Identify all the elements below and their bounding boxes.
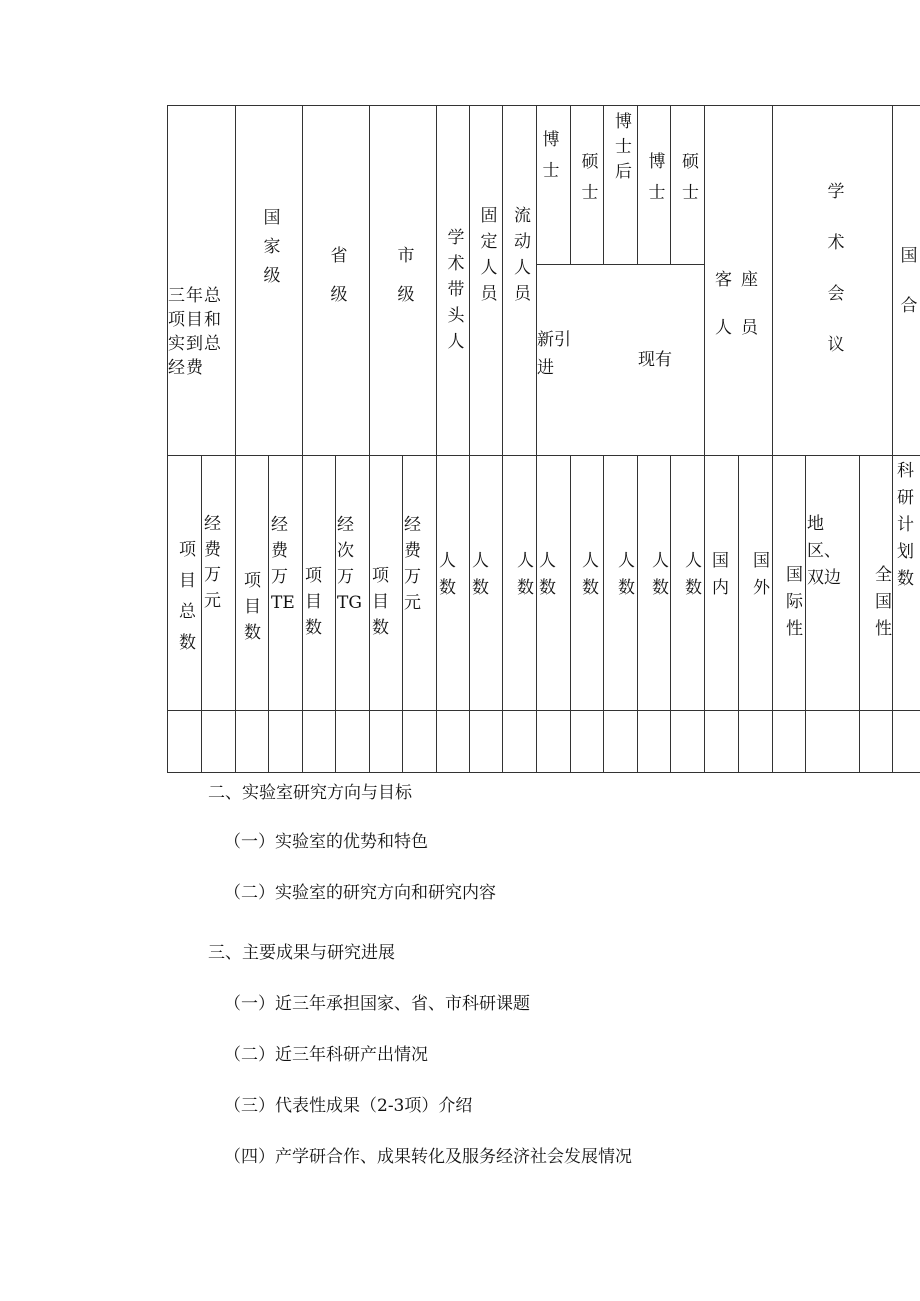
section-2-1: （一）实验室的优势和特色	[224, 832, 428, 852]
sub-region: 地区、双边	[807, 514, 841, 588]
table-rule-v	[892, 105, 893, 773]
section-3-4: （四）产学研合作、成果转化及服务经济社会发展情况	[224, 1147, 632, 1167]
sub-people: 人数	[539, 551, 556, 598]
section-2-2: （二）实验室的研究方向和研究内容	[224, 883, 496, 903]
table-rule-bottom	[167, 772, 920, 773]
sub-people: 人数	[582, 551, 599, 598]
section-3-heading: 三、主要成果与研究进展	[208, 943, 395, 963]
sub-city-funding: 经费万元	[404, 515, 421, 613]
header-provincial: 省级	[326, 246, 347, 324]
data-row-empty	[168, 711, 920, 771]
sub-people: 人数	[517, 551, 534, 598]
header-visiting: 客座人员	[715, 270, 767, 338]
header-phd-2: 博士	[644, 152, 665, 214]
sub-funding-tg: 经次万TG	[337, 515, 362, 613]
section-3-3: （三）代表性成果（2-3项）介绍	[224, 1096, 473, 1116]
sub-project-total: 项目总数	[175, 540, 195, 664]
sub-national: 全国性	[875, 565, 892, 639]
sub-funding-te: 经费万TE	[271, 515, 295, 613]
header-current: 现有	[638, 350, 672, 370]
sub-people: 人数	[652, 551, 669, 598]
header-postdoc: 博士后	[611, 112, 631, 187]
sub-people: 人数	[618, 551, 635, 598]
header-academic-lead: 学术带头人	[443, 228, 464, 358]
table-rule-v	[235, 105, 236, 773]
sub-people: 人数	[685, 551, 702, 598]
header-new-hire: 新引进	[537, 330, 571, 378]
sub-funding-wan: 经费万元	[204, 514, 221, 611]
sub-project-num: 项目数	[305, 566, 322, 638]
sub-foreign: 国外	[753, 551, 770, 598]
table-rule-v	[369, 105, 370, 773]
table-rule-v	[772, 105, 773, 773]
header-totals: 三年总项目和实到总经费	[168, 286, 222, 378]
sub-people: 人数	[439, 551, 456, 598]
header-national: 国家级	[259, 208, 280, 295]
table-rule-v	[302, 105, 303, 773]
section-3-2: （二）近三年科研产出情况	[224, 1045, 428, 1065]
table-rule-v	[536, 105, 537, 773]
table-rule-degree	[536, 264, 704, 265]
table-rule-v	[436, 105, 437, 773]
table-rule-top	[167, 105, 920, 106]
sub-people: 人数	[472, 551, 489, 598]
table-rule-header	[167, 455, 920, 456]
header-master: 硕士	[577, 152, 598, 214]
header-conference: 学术会议	[823, 182, 844, 386]
header-phd: 博士	[538, 130, 559, 192]
section-2-heading: 二、实验室研究方向与目标	[208, 783, 412, 803]
sub-international: 国际性	[786, 565, 803, 639]
header-city: 市级	[393, 246, 414, 324]
header-master-2: 硕士	[678, 152, 698, 214]
header-fixed-staff: 固定人员	[476, 206, 497, 310]
table-rule-v	[704, 105, 705, 773]
section-3-1: （一）近三年承担国家、省、市科研课题	[224, 994, 530, 1014]
sub-city-projects: 项目数	[372, 566, 389, 638]
sub-project-count: 项目数	[244, 571, 261, 643]
header-intl-coop: 国合	[896, 246, 917, 346]
header-mobile-staff: 流动人员	[510, 206, 530, 310]
table-rule-v	[167, 105, 168, 773]
sub-research-plan: 科研计划数	[897, 461, 914, 589]
sub-domestic: 国内	[712, 551, 729, 598]
